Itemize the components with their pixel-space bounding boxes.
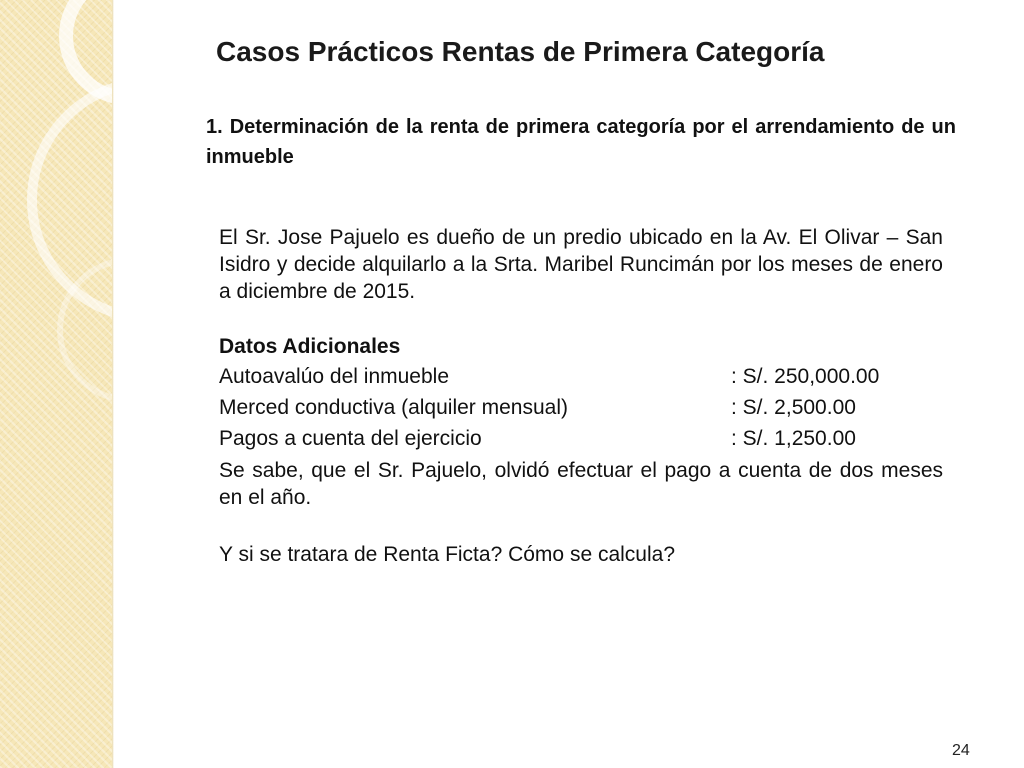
data-row-label: Pagos a cuenta del ejercicio xyxy=(219,427,482,450)
intro-paragraph: El Sr. Jose Pajuelo es dueño de un predio ubicado en la Av. El Olivar – San Isidro y decide alquilarlo a la Srta. Maribel Runcimán por los meses de enero a diciembre de 2015. xyxy=(219,226,943,303)
data-row-label: Autoavalúo del inmueble xyxy=(219,365,449,388)
data-row xyxy=(219,363,943,390)
page-number: 24 xyxy=(952,742,970,759)
data-row-value: : S/. 250,000.00 xyxy=(731,365,880,388)
data-row xyxy=(219,394,943,421)
slide-subtitle: 1. Determinación de la renta de primera categoría por el arrendamiento de un inmueble xyxy=(206,116,956,168)
note-paragraph: Se sabe, que el Sr. Pajuelo, olvidó efectuar el pago a cuenta de dos meses en el año. xyxy=(219,459,943,509)
question-paragraph: Y si se tratara de Renta Ficta? Cómo se calcula? xyxy=(219,543,676,566)
decorative-rings xyxy=(0,0,112,768)
decorative-side-strip xyxy=(0,0,112,768)
data-row-label: Merced conductiva (alquiler mensual) xyxy=(219,396,568,419)
slide-title: Casos Prácticos Rentas de Primera Categoría xyxy=(216,36,825,67)
data-row-value: : S/. 2,500.00 xyxy=(731,396,856,419)
additional-data-heading: Datos Adicionales xyxy=(219,335,401,358)
strip-edge xyxy=(112,0,114,768)
data-row-value: : S/. 1,250.00 xyxy=(731,427,856,450)
slide-body xyxy=(219,224,943,568)
data-row xyxy=(219,425,943,452)
